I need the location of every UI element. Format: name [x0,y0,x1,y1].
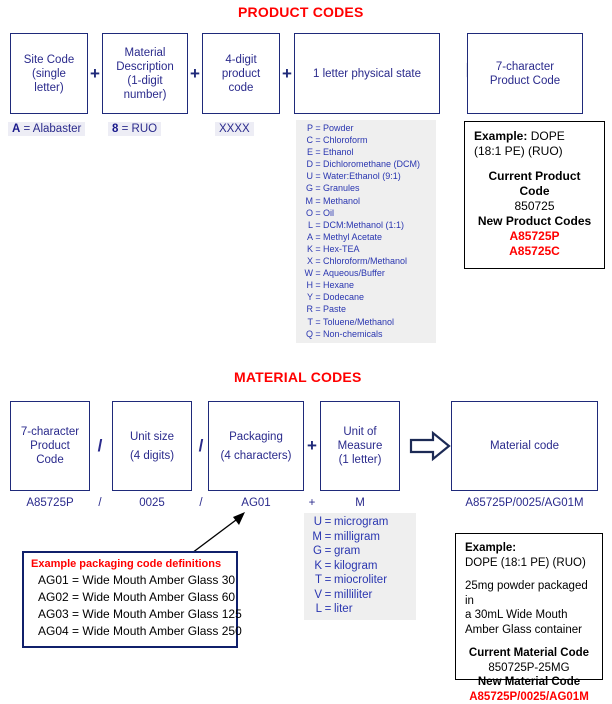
legend-code: T [310,573,322,588]
unit-of-measure-legend [304,513,416,620]
sublabel-unit-of-measure: M [320,497,400,509]
legend-equals: = [313,207,323,219]
legend-code: W [302,267,313,279]
material-codes-title: MATERIAL CODES [234,369,362,385]
sublabel-key: 8 [112,123,118,135]
legend-code: V [310,588,322,603]
box-line: Measure [338,439,383,453]
new-material-code-heading: New Material Code [465,675,593,690]
box-line: Product [21,439,79,453]
legend-equals: = [313,122,323,134]
current-material-code-heading: Current Material Code [465,646,593,661]
legend-name: microgram [334,516,388,528]
legend-name: Hex-TEA [323,244,360,254]
legend-row [310,530,408,545]
sublabel-operator-plus-4: + [304,497,320,509]
legend-name: Methyl Acetate [323,232,382,242]
box-line: Unit of [338,425,383,439]
flow-box-product-code [202,33,280,114]
legend-name: Aqueous/Buffer [323,268,385,278]
legend-equals: = [313,328,323,340]
sublabel-material-code-result: A85725P/0025/AG01M [451,497,598,509]
box-line: number) [116,88,174,102]
legend-equals: = [313,134,323,146]
legend-name: gram [334,545,360,557]
example-description-line: 25mg powder packaged in [465,579,593,608]
legend-name: Dodecane [323,292,364,302]
legend-equals: = [322,544,334,559]
example-description-line: a 30mL Wide Mouth [465,608,593,623]
box-line: (1 letter) [338,453,383,467]
legend-code: D [302,158,313,170]
legend-name: milligram [334,531,380,543]
new-code-value: A85725C [474,244,595,259]
box-line: Unit size [130,430,174,444]
example-subline: DOPE (18:1 PE) (RUO) [465,556,593,571]
example-title-line [474,129,595,144]
legend-equals: = [313,219,323,231]
box-line: Site Code [24,53,75,67]
legend-name: kilogram [334,560,377,572]
legend-name: DCM:Methanol (1:1) [323,220,404,230]
legend-row [302,291,430,303]
current-code-value: 850725 [474,199,595,214]
legend-row [302,207,430,219]
legend-equals: = [322,573,334,588]
box-line: 7-character [490,60,560,74]
product-example-box [464,121,605,269]
new-material-code-value: A85725P/0025/AG01M [465,690,593,704]
flow-box-unit-of-measure [320,401,400,491]
legend-name: Water:Ethanol (9:1) [323,171,401,181]
legend-row [302,303,430,315]
legend-name: Ethanol [323,147,354,157]
sublabel-operator-slash-1: / [90,497,110,509]
legend-equals: = [313,231,323,243]
flow-box-material-description [102,33,188,114]
legend-code: M [302,195,313,207]
legend-name: Chloroform [323,135,368,145]
box-line: (1-digit [116,74,174,88]
sublabel-key: A [12,123,20,135]
legend-name: Non-chemicals [323,329,383,339]
sublabel-site-code [8,122,85,136]
sublabel-rest: XXXX [219,123,250,135]
flow-box-material-code-result [451,401,598,491]
legend-code: G [310,544,322,559]
operator-plus-4: + [304,437,320,454]
legend-code: K [302,243,313,255]
legend-equals: = [313,243,323,255]
legend-row [310,544,408,559]
sublabel-rest: = RUO [118,123,157,135]
operator-slash-2: / [192,437,210,454]
legend-code: L [302,219,313,231]
example-description-line: Amber Glass container [465,623,593,638]
sublabel-operator-slash-2: / [192,497,210,509]
box-line: 7-character [21,425,79,439]
sublabel-product-code [215,122,254,136]
legend-code: U [310,515,322,530]
flow-box-site-code [10,33,88,114]
legend-code: Q [302,328,313,340]
flow-box-material-product-code [10,401,90,491]
packaging-definition-row: AG04 = Wide Mouth Amber Glass 250 [31,623,229,640]
legend-code: O [302,207,313,219]
new-code-value: A85725P [474,229,595,244]
box-line: 4-digit [222,53,260,67]
current-code-heading-line2: Code [474,184,595,199]
legend-name: Oil [323,208,334,218]
box-line: Packaging [221,430,292,444]
box-line: 1 letter physical state [313,67,421,81]
legend-row [310,559,408,574]
sublabel-material-product-code: A85725P [10,497,90,509]
legend-code: Y [302,291,313,303]
legend-name: Granules [323,183,360,193]
legend-row [302,182,430,194]
legend-name: liter [334,603,353,615]
legend-equals: = [322,559,334,574]
packaging-definitions-header: Example packaging code definitions [31,557,229,572]
legend-name: Chloroform/Methanol [323,256,407,266]
legend-equals: = [313,316,323,328]
packaging-definition-row: AG03 = Wide Mouth Amber Glass 125 [31,606,229,623]
packaging-definition-row: AG01 = Wide Mouth Amber Glass 30 [31,572,229,589]
legend-equals: = [313,195,323,207]
legend-code: M [310,530,322,545]
box-line: product [222,67,260,81]
product-codes-title: PRODUCT CODES [238,4,364,20]
flow-box-unit-size [112,401,192,491]
example-label: Example: [474,129,527,143]
operator-slash-1: / [90,437,110,454]
legend-row [302,219,430,231]
legend-row [302,328,430,340]
legend-equals: = [313,291,323,303]
example-label: Example: [465,541,593,556]
legend-equals: = [313,303,323,315]
box-line: code [222,81,260,95]
legend-row [302,255,430,267]
legend-equals: = [322,588,334,603]
legend-code: R [302,303,313,315]
legend-name: Toluene/Methanol [323,317,394,327]
legend-equals: = [313,255,323,267]
legend-row [310,573,408,588]
flow-arrow-material [409,430,451,462]
box-line: (4 digits) [130,449,174,463]
box-line: Code [21,453,79,467]
legend-code: L [310,602,322,617]
packaging-definitions-box [22,551,238,648]
operator-plus-2: + [188,65,202,82]
legend-row [302,146,430,158]
legend-code: E [302,146,313,158]
legend-row [302,279,430,291]
legend-row [302,195,430,207]
legend-row [310,515,408,530]
legend-row [310,602,408,617]
legend-code: K [310,559,322,574]
sublabel-material-description [108,122,161,136]
flow-box-7-character-product-code [467,33,583,114]
box-line: letter) [24,81,75,95]
sublabel-unit-size: 0025 [112,497,192,509]
legend-code: G [302,182,313,194]
box-line: (single [24,67,75,81]
legend-code: A [302,231,313,243]
legend-row [310,588,408,603]
operator-plus-1: + [88,65,102,82]
flow-box-physical-state [294,33,440,114]
operator-plus-3: + [280,65,294,82]
legend-name: miocroliter [334,574,387,586]
legend-name: Dichloromethane (DCM) [323,159,420,169]
packaging-definition-row: AG02 = Wide Mouth Amber Glass 60 [31,589,229,606]
legend-row [302,158,430,170]
legend-equals: = [313,267,323,279]
sublabel-rest: = Alabaster [20,123,81,135]
legend-equals: = [322,515,334,530]
legend-row [302,122,430,134]
legend-code: P [302,122,313,134]
legend-name: Powder [323,123,354,133]
new-codes-heading: New Product Codes [474,214,595,229]
legend-row [302,231,430,243]
legend-equals: = [313,279,323,291]
box-line: (4 characters) [221,449,292,463]
legend-name: Hexane [323,280,354,290]
legend-equals: = [313,146,323,158]
legend-code: T [302,316,313,328]
current-code-heading-line1: Current Product [474,169,595,184]
legend-code: C [302,134,313,146]
example-name: DOPE [527,129,564,143]
box-line: Material [116,46,174,60]
current-material-code-value: 850725P-25MG [465,661,593,676]
material-example-box [455,533,603,680]
box-line: Description [116,60,174,74]
physical-state-legend [296,120,436,343]
legend-code: U [302,170,313,182]
legend-row [302,316,430,328]
box-line: Product Code [490,74,560,88]
flow-box-packaging [208,401,304,491]
legend-code: H [302,279,313,291]
legend-code: X [302,255,313,267]
legend-row [302,134,430,146]
legend-row [302,170,430,182]
legend-name: milliliter [334,589,372,601]
legend-equals: = [322,530,334,545]
box-line: Material code [490,439,559,453]
legend-name: Paste [323,304,346,314]
legend-equals: = [313,170,323,182]
legend-row [302,267,430,279]
legend-equals: = [313,182,323,194]
sublabel-packaging: AG01 [208,497,304,509]
legend-equals: = [313,158,323,170]
legend-name: Methanol [323,196,360,206]
example-subline: (18:1 PE) (RUO) [474,144,595,159]
legend-row [302,243,430,255]
legend-equals: = [322,602,334,617]
